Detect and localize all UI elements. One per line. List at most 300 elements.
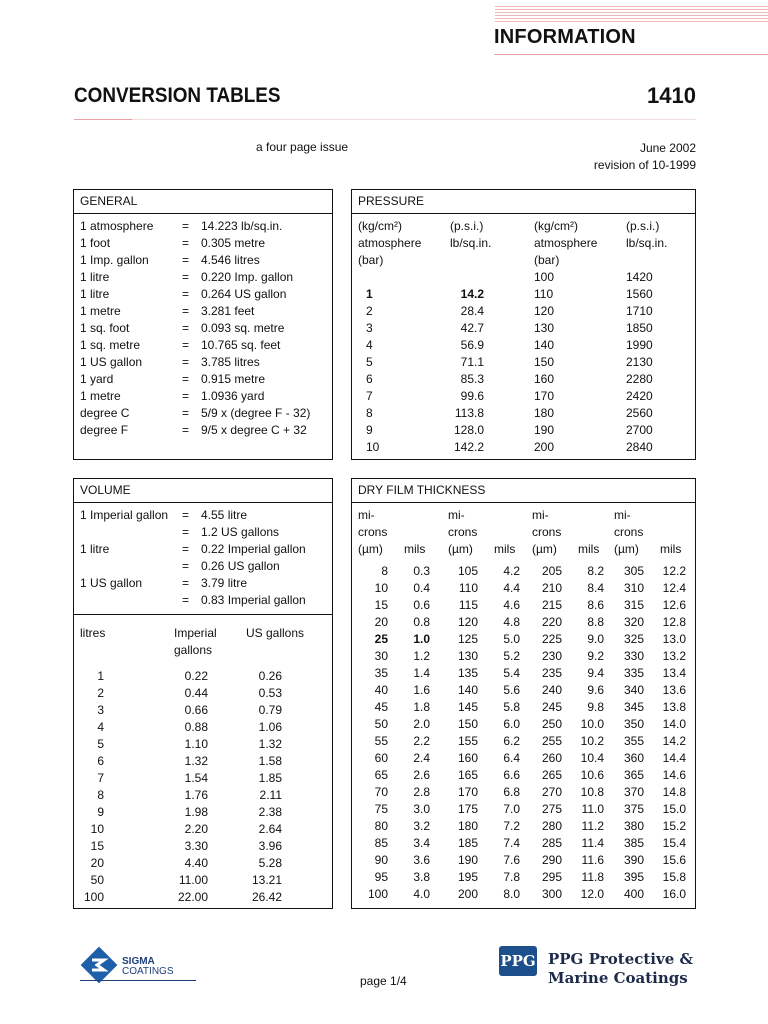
dft-microns: 305 [623,564,644,578]
dft-header: crons [532,525,562,539]
dft-mils: 14.8 [662,785,686,799]
dft-mils: 7.8 [503,870,520,884]
dft-mils: 8.2 [587,564,604,578]
dft-header-mils: mils [404,542,426,556]
pressure-psi: 2560 [626,406,653,420]
dft-microns: 20 [374,615,388,629]
dft-microns: 345 [623,700,644,714]
volume-us: 5.28 [258,856,282,870]
general-equals: = [182,287,190,301]
pressure-psi: 71.1 [460,355,484,369]
dft-mils: 15.4 [662,836,686,850]
volume-litres: 2 [97,686,104,700]
volume-litres: 1 [97,669,104,683]
volume-us: 3.96 [258,839,282,853]
ppg-brand [548,950,693,988]
title-rule [74,119,132,120]
general-value: 14.223 lb/sq.in. [201,219,283,233]
dft-mils: 0.4 [413,581,430,595]
dft-microns: 60 [374,751,388,765]
dft-microns: 190 [457,853,478,867]
page-number: page 1/4 [360,974,407,988]
pressure-psi: 2280 [626,372,653,386]
pressure-psi: 142.2 [453,440,484,454]
dft-mils: 10.0 [580,717,604,731]
dft-microns: 215 [541,598,562,612]
general-unit: 1 metre [80,304,121,318]
dft-mils: 9.0 [587,632,604,646]
pressure-kgcm2: 130 [534,321,555,335]
volume-imperial: 0.22 [184,669,208,683]
volume-imperial: 1.54 [184,771,208,785]
pressure-psi: 1560 [626,287,653,301]
volume-imperial: 0.66 [184,703,208,717]
dft-mils: 5.0 [503,632,520,646]
dft-microns: 40 [374,683,388,697]
dft-mils: 11.8 [581,870,604,884]
dft-microns: 140 [457,683,478,697]
volume-litres: 10 [90,822,104,836]
dft-microns: 250 [541,717,562,731]
dft-mils: 5.8 [503,700,520,714]
volume-equals: = [182,576,190,590]
dft-mils: 10.8 [580,785,604,799]
volume-equals: = [182,593,190,607]
general-value: 5/9 x (degree F - 32) [201,406,311,420]
dft-microns: 110 [458,581,478,595]
volume-imperial: 0.88 [184,720,208,734]
dft-microns: 170 [457,785,478,799]
dft-microns: 290 [541,853,562,867]
dft-mils: 15.0 [662,802,686,816]
dft-mils: 1.0 [413,632,430,646]
dft-microns: 255 [541,734,562,748]
dft-microns: 310 [623,581,644,595]
dft-microns: 180 [457,819,478,833]
general-equals: = [182,253,190,267]
dft-microns: 300 [541,887,562,901]
dft-mils: 5.4 [503,666,520,680]
dft-mils: 13.4 [662,666,686,680]
header-divider [494,54,768,55]
dft-heading: DRY FILM THICKNESS [352,479,695,503]
volume-imperial: 1.76 [184,788,208,802]
volume-us: 13.21 [251,873,282,887]
general-unit: degree C [80,406,130,420]
dft-microns: 55 [374,734,388,748]
volume-litres: 20 [90,856,104,870]
dft-microns: 275 [541,802,562,816]
sigma-brand-sub: COATINGS [122,966,174,977]
dft-mils: 7.4 [503,836,520,850]
dft-microns: 185 [457,836,478,850]
pressure-kgcm2: 190 [534,423,555,437]
volume-litres: 15 [90,839,104,853]
volume-imperial: 1.98 [184,805,208,819]
volume-header-us: US gallons [246,626,305,640]
pressure-header: atmosphere [358,236,422,250]
dft-mils: 13.0 [662,632,686,646]
dft-microns: 390 [623,853,644,867]
dft-microns: 350 [623,717,644,731]
dft-mils: 0.3 [413,564,430,578]
dft-mils: 14.2 [662,734,686,748]
dft-microns: 135 [457,666,478,680]
general-equals: = [182,219,190,233]
dft-mils: 4.0 [413,887,430,901]
pressure-psi: 1990 [626,338,653,352]
general-unit: 1 metre [80,389,121,403]
dft-microns: 50 [374,717,388,731]
issue-note: a four page issue [256,140,349,154]
volume-imperial: 1.10 [184,737,208,751]
dft-microns: 115 [458,598,478,612]
dft-microns: 75 [374,802,388,816]
header-decoration [495,6,768,26]
volume-equals: = [182,542,190,556]
dft-microns: 25 [374,632,388,646]
general-value: 9/5 x degree C + 32 [201,423,307,437]
dft-mils: 3.2 [413,819,430,833]
dft-header: (µm) [532,542,557,556]
dft-mils: 9.8 [587,700,604,714]
volume-value: 3.79 litre [201,576,248,590]
dft-microns: 355 [623,734,644,748]
pressure-header: (bar) [358,253,384,267]
dft-microns: 325 [623,632,644,646]
volume-us: 0.53 [258,686,282,700]
dft-mils: 1.2 [413,649,430,663]
pressure-psi: 56.9 [460,338,484,352]
dft-mils: 1.4 [413,666,430,680]
dft-mils: 2.8 [413,785,430,799]
dft-mils: 0.8 [413,615,430,629]
general-equals: = [182,372,190,386]
pressure-header: lb/sq.in. [626,236,668,250]
volume-header-litres: litres [80,626,106,640]
volume-unit: 1 litre [80,542,110,556]
sigma-logo-icon [80,946,118,984]
dft-header: crons [614,525,644,539]
general-equals: = [182,355,190,369]
general-value: 3.281 feet [201,304,255,318]
dft-microns: 15 [374,598,388,612]
dft-microns: 175 [457,802,478,816]
dft-header: mi- [532,508,549,522]
dft-mils: 4.6 [503,598,520,612]
dft-microns: 200 [457,887,478,901]
pressure-kgcm2: 170 [534,389,555,403]
volume-litres: 100 [84,890,105,904]
general-equals: = [182,321,190,335]
dft-microns: 10 [374,581,388,595]
dft-header: crons [358,525,388,539]
dft-microns: 205 [541,564,562,578]
dft-microns: 265 [541,768,562,782]
dft-mils: 10.4 [580,751,604,765]
dft-mils: 15.8 [662,870,686,884]
dft-mils: 1.6 [413,683,430,697]
general-value: 0.264 US gallon [201,287,287,301]
dft-microns: 270 [541,785,562,799]
dft-microns: 145 [457,700,478,714]
document-code: 1410 [647,83,696,108]
dft-mils: 2.0 [413,717,430,731]
dft-microns: 230 [541,649,562,663]
pressure-kgcm2: 6 [366,372,373,386]
dft-microns: 165 [457,768,478,782]
general-table [73,189,333,460]
dft-microns: 400 [623,887,644,901]
general-unit: 1 foot [80,236,111,250]
dft-header-mils: mils [660,542,682,556]
general-value: 0.915 metre [201,372,266,386]
general-unit: 1 sq. metre [80,338,141,352]
pressure-psi: 2700 [626,423,653,437]
dft-mils: 8.4 [587,581,604,595]
general-heading: GENERAL [74,190,332,214]
volume-unit: 1 Imperial gallon [80,508,169,522]
dft-mils: 12.6 [662,598,686,612]
volume-us: 1.06 [258,720,282,734]
dft-microns: 295 [541,870,562,884]
general-equals: = [182,304,190,318]
volume-us: 1.32 [258,737,282,751]
general-equals: = [182,423,190,437]
dft-mils: 3.4 [413,836,430,850]
pressure-kgcm2: 110 [534,287,554,301]
revision-text: revision of 10-1999 [593,158,696,172]
pressure-header: lb/sq.in. [450,236,492,250]
dft-mils: 6.2 [503,734,520,748]
pressure-kgcm2: 180 [534,406,555,420]
general-unit: 1 US gallon [80,355,143,369]
dft-mils: 2.4 [413,751,430,765]
volume-litres: 4 [97,720,104,734]
pressure-psi: 85.3 [460,372,484,386]
volume-equals: = [182,508,190,522]
pressure-psi: 1850 [626,321,653,335]
pressure-kgcm2: 200 [534,440,555,454]
dft-microns: 370 [623,785,644,799]
volume-table [73,478,333,909]
ppg-brand-line2: Marine Coatings [548,969,688,987]
dft-header: (µm) [358,542,383,556]
pressure-psi: 28.4 [460,304,484,318]
dft-microns: 8 [381,564,388,578]
pressure-kgcm2: 140 [534,338,555,352]
pressure-header: (p.s.i.) [626,219,660,233]
dft-microns: 35 [374,666,388,680]
volume-imperial: 1.32 [184,754,208,768]
pressure-kgcm2: 160 [534,372,555,386]
dft-mils: 13.2 [662,649,686,663]
dft-microns: 395 [623,870,644,884]
volume-divider [74,614,332,615]
dft-header-mils: mils [578,542,600,556]
general-unit: 1 atmosphere [80,219,154,233]
volume-us: 2.11 [259,788,282,802]
volume-heading: VOLUME [74,479,332,503]
general-unit: degree F [80,423,129,437]
dft-microns: 240 [541,683,562,697]
dft-mils: 3.0 [413,802,430,816]
general-equals: = [182,406,190,420]
general-value: 0.220 Imp. gallon [201,270,294,284]
volume-us: 1.58 [258,754,282,768]
dft-microns: 105 [457,564,478,578]
general-equals: = [182,236,190,250]
dft-mils: 3.8 [413,870,430,884]
volume-us: 2.64 [258,822,282,836]
general-unit: 1 litre [80,270,110,284]
dft-microns: 100 [367,887,388,901]
dft-mils: 14.4 [662,751,686,765]
sigma-underline [80,980,196,981]
pressure-kgcm2: 10 [366,440,380,454]
general-value: 0.093 sq. metre [201,321,285,335]
pressure-kgcm2: 150 [534,355,555,369]
dft-microns: 380 [623,819,644,833]
dft-microns: 150 [457,717,478,731]
pressure-kgcm2: 7 [366,389,373,403]
pressure-psi: 1710 [626,304,653,318]
dft-mils: 3.6 [413,853,430,867]
pressure-header: atmosphere [534,236,598,250]
pressure-header: (bar) [534,253,560,267]
dft-mils: 13.6 [662,683,686,697]
dft-mils: 4.2 [503,564,520,578]
pressure-kgcm2: 120 [534,304,555,318]
dft-microns: 210 [541,581,562,595]
dft-microns: 80 [374,819,388,833]
issue-date [540,140,696,174]
pressure-kgcm2: 3 [366,321,373,335]
volume-unit: 1 US gallon [80,576,143,590]
pressure-kgcm2: 8 [366,406,373,420]
dft-microns: 225 [541,632,562,646]
dft-microns: 320 [623,615,644,629]
volume-litres: 5 [97,737,104,751]
dry-film-thickness-table [351,478,696,909]
ppg-brand-line1: PPG Protective & [548,950,694,968]
pressure-psi: 2840 [626,440,653,454]
dft-mils: 8.8 [587,615,604,629]
general-value: 10.765 sq. feet [201,338,281,352]
dft-mils: 6.6 [503,768,520,782]
dft-header: (µm) [448,542,473,556]
page-title: CONVERSION TABLES [74,84,281,107]
dft-mils: 0.6 [413,598,430,612]
dft-mils: 4.4 [503,581,520,595]
ppg-logo-icon: PPG [499,946,537,976]
general-value: 3.785 litres [201,355,260,369]
dft-header: mi- [614,508,631,522]
volume-imperial: 3.30 [184,839,208,853]
pressure-kgcm2: 100 [534,270,555,284]
general-equals: = [182,338,190,352]
dft-microns: 125 [457,632,478,646]
sigma-brand: SIGMA [122,956,155,967]
dft-microns: 120 [457,615,478,629]
volume-value: 0.83 Imperial gallon [201,593,306,607]
dft-microns: 360 [623,751,644,765]
general-value: 0.305 metre [201,236,266,250]
section-label: INFORMATION [494,26,636,48]
general-equals: = [182,389,190,403]
dft-microns: 30 [374,649,388,663]
volume-equals: = [182,559,190,573]
volume-litres: 9 [97,805,104,819]
dft-mils: 2.2 [413,734,430,748]
dft-mils: 10.2 [580,734,604,748]
dft-mils: 15.6 [662,853,686,867]
dft-mils: 6.4 [503,751,520,765]
dft-mils: 9.2 [587,649,604,663]
volume-litres: 7 [97,771,104,785]
pressure-header: (kg/cm²) [358,219,402,233]
dft-microns: 245 [541,700,562,714]
dft-header: (µm) [614,542,639,556]
dft-mils: 9.4 [587,666,604,680]
general-value: 4.546 litres [201,253,260,267]
dft-mils: 13.8 [662,700,686,714]
pressure-kgcm2: 1 [366,287,373,301]
volume-value: 0.22 Imperial gallon [201,542,306,556]
volume-us: 0.26 [258,669,282,683]
pressure-psi: 99.6 [460,389,484,403]
pressure-kgcm2: 9 [366,423,373,437]
dft-microns: 220 [541,615,562,629]
dft-mils: 9.6 [587,683,604,697]
general-value: 1.0936 yard [201,389,265,403]
general-equals: = [182,270,190,284]
dft-mils: 7.2 [503,819,520,833]
pressure-table [351,189,696,460]
dft-microns: 85 [374,836,388,850]
dft-header-mils: mils [494,542,516,556]
dft-microns: 70 [374,785,388,799]
dft-microns: 375 [623,802,644,816]
dft-mils: 10.6 [580,768,604,782]
dft-mils: 6.8 [503,785,520,799]
dft-mils: 14.6 [662,768,686,782]
pressure-psi: 1420 [626,270,653,284]
dft-mils: 12.8 [662,615,686,629]
dft-microns: 315 [623,598,644,612]
volume-value: 1.2 US gallons [201,525,280,539]
pressure-kgcm2: 4 [366,338,373,352]
dft-mils: 2.6 [413,768,430,782]
dft-microns: 235 [541,666,562,680]
dft-microns: 90 [374,853,388,867]
dft-mils: 12.4 [662,581,686,595]
dft-microns: 95 [374,870,388,884]
dft-header: mi- [448,508,465,522]
dft-microns: 195 [457,870,478,884]
dft-microns: 45 [374,700,388,714]
volume-litres: 50 [90,873,104,887]
dft-microns: 155 [457,734,478,748]
dft-mils: 8.6 [587,598,604,612]
dft-microns: 340 [623,683,644,697]
dft-mils: 7.6 [503,853,520,867]
dft-mils: 12.0 [580,887,604,901]
general-unit: 1 litre [80,287,110,301]
volume-header-imperial: Imperial [174,626,217,640]
pressure-psi: 113.8 [454,406,484,420]
volume-us: 26.42 [251,890,282,904]
